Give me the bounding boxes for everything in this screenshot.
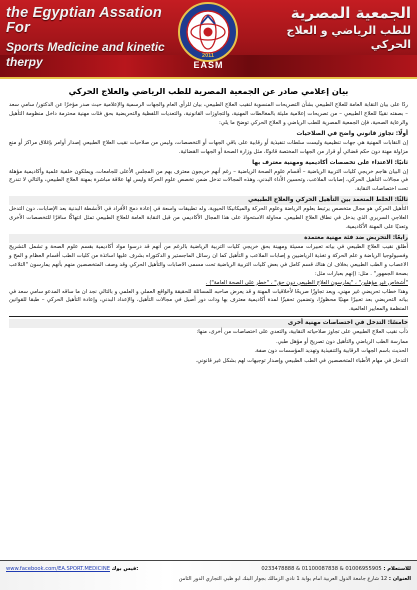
section-5-heading: خامسًا: التدخل في اختصاصات مهنية أخرى bbox=[9, 319, 408, 328]
section-3-body: التأهيل الحركي هو مجال متخصص يرتبط بعلوم الرياضة وعلوم الحركة والميكانيكا الحيوية، وله تطبيقات واسعة في إعادة دمج الأفراد في الأنشطة البدنية بعد الإصابات، دون التدخل العلاجي السريري الذي يدخل في نطاق العلاج الطبيعي. محاولة الاستحواذ على هذا المجال الأكاديمي من قبل النقابة العامة للعلاج الطبيعي تمثل انتهاكًا سافرًا للتخصصات الأخرى وتعديًا على المهنة الأكاديمية. bbox=[9, 206, 408, 231]
footer-address bbox=[179, 576, 411, 583]
footer-phone-numbers: 01006955905 & 01100087838 & 0233478888 bbox=[261, 566, 382, 572]
org-name-arabic-line1: الجمعية المصرية bbox=[290, 4, 411, 22]
section-divider bbox=[9, 316, 408, 317]
section-2-body: إن البيان هاجم خريجي كليات التربية الرياضية – أقسام علوم الصحة الرياضية – رغم أنهم خريجون معترف بهم من المجلس الأعلى للجامعات، ويملكون خلفية علمية وأكاديمية مؤهلة في مجالات التأهيل الحركي، إصابات الملاعب، وتحسين الأداء البدني، وهذه المجالات تدخل ضمن تخصص علوم الحركة وليس لها علاقة مباشرة بمهنة العلاج الطبيعي، والتالي لا تندرج تحت اختصاصات النقابة. bbox=[9, 168, 408, 193]
section-4-body: أطلق نقيب العلاج الطبيعي في بيانه تعبيرات مسيئة ومهينة بحق خريجي كليات التربية الرياضية بالرغم من أنهم قد درسوا مواد أكاديمية بقسم علوم الصحة و تشمل التشريح وفسيولوجيا الرياضة و علم الحركة و تغذية الرياضيين و إصابات الملاعب و التأهيل كما ان رسائل الماجستير و الدكتوراه بشرف عليها اساتذة من كليات الطب أقسام العظام و المخ و الاعصاب و الطب الطبيعي بخلاف ان هناك قسم كامل في بعض كليات التربية الرياضية تحت مسمى الاصابات والتأهيل الحركي وقد وصف المتخصصين منهم بأنهم يمارسون "التلاعب بصحة الجمهور" . مثل: (إنهم بعبارات مثل: bbox=[9, 243, 408, 277]
org-name-arabic bbox=[251, 4, 411, 52]
statement-intro: ردًا على بيان النقابة العامة للعلاج الطبيعي بشأن التصريحات المنسوبة لنقيب العلاج الطبيعي، بيان للرأي العام والجهات الرسمية والإعلامية حيث صدر مؤخرًا عن الدكتور/ سامي سعد – بصفته نقيبًا للعلاج الطبيعي – من تصريحات إعلامية مليئة بالمغالطات المهنية، والتجاوزات القانونية، والتعديات اللفظية والتحريضية بحق فئات مهنية محترمة داخل منظومة التأهيل والرعاية الصحية، فإن الجمعية المصرية للطب الرياضي و العلاج الحركي توضح ما يلي: bbox=[9, 102, 408, 126]
section-3-heading: ثالثًا: الخلط المتعمد بين التأهيل الحركي والعلاج الطبيعي bbox=[9, 196, 408, 205]
org-name-english-line2: Sports Medicine and kinetic therpy bbox=[6, 40, 165, 69]
logo-year: 2011 bbox=[202, 53, 214, 59]
letterhead-header bbox=[0, 0, 417, 75]
list-item: ممارسة الطب الرياضي والتأهيل دون تصريح أو مؤهل طبي. bbox=[275, 338, 408, 345]
statement-title: بيان إعلامي صادر عن الجمعية المصرية للطب الرياضي والعلاج الحركي bbox=[68, 86, 349, 96]
logo-acronym: EASM bbox=[193, 60, 224, 70]
footer-phones bbox=[261, 566, 411, 573]
footer-address-label: العنوان : bbox=[388, 576, 411, 582]
section-1-body: إن النقابات المهنية هي جهات تنظيمية وليست سلطات تنفيذية أو رقابية على باقي الجهات أو التخصصات، وليس من صلاحيات نقيب العلاج الطبيعي إصدار أوامر بإغلاق مراكز أو منع مزاولة مهنة دون حكم قضائي أو قرار من الجهات المختصة قانونًا، مثل وزارة الصحة أو الجهات القضائية. bbox=[9, 139, 408, 155]
section-2-heading: ثانيًا: الاعتداء على تخصصات أكاديمية ومهنية معترف بها bbox=[252, 159, 408, 166]
org-name-english bbox=[6, 6, 166, 70]
list-item: ذأب نقيب العلاج الطبيعي على تجاوز صلاحياته النقابية، والتعدي على اختصاصات من أخرى، منها: bbox=[196, 329, 408, 336]
section-5-list bbox=[9, 328, 408, 366]
footer-address-text: 12 شارع جامعة الدول العربية امام بوابة 1 نادي الزمالك بجوار البنك ابو ظبي التجاري الدور الثامن bbox=[178, 576, 388, 582]
org-name-arabic-line2: للطب الرياضي و العلاج الحركي bbox=[286, 24, 411, 51]
list-item: الحديث باسم الجهات الرقابية والتنفيذية وتهديد المؤسسات دون صفة. bbox=[254, 348, 408, 355]
footer-site-label: فيس بوك: bbox=[111, 566, 139, 572]
statement-body bbox=[9, 86, 408, 366]
facebook-link[interactable]: www.facebook.com/EA.SPORT.MEDICINE bbox=[6, 566, 110, 572]
easm-logo-icon bbox=[172, 2, 244, 68]
org-name-english-line1: the Egyptian Assation For bbox=[6, 5, 162, 36]
section-1-heading: أولًا: تجاوز قانوني واضح في الصلاحيات bbox=[296, 130, 408, 137]
section-4-body-after: وهذا خطاب تحريضي غير مهني، ويعد تجاوزًا صريحًا لأخلاقيات المهنة و قد يعرض صاحبه للمسائلة للحقيقة والواقع العملي و العلمي و بالتالي نجد ان ما ساقه المدعو سامي سعد في بيانه التحريضي بعد تعبيرًا مهنيًا محظورًا، وتضمين تحفيزًا لمدة أكاديمية معترف بها ودات دور أصيل في مجالات التأهيل، والإعداد البدني، وإعادة التأهيل الحركي – طبقا للقوانين المنظمة والمعايير العالمية. bbox=[9, 288, 408, 313]
list-item: التدخل في مهام الأطباء المتخصصين في الطب الطبيعي وإصدار توجيهات لهم بشكل غير قانوني. bbox=[195, 357, 408, 364]
letterhead-footer bbox=[0, 560, 417, 590]
section-4-heading: رابعًا: التحريض ضد فئة مهنية معتمدة bbox=[9, 234, 408, 243]
section-4-quote: "أشخاص غير مؤهلين" ، "يمارسون العلاج الطبيعي دون حق" ، "خطر على الصحة العامة") . bbox=[205, 279, 408, 286]
footer-website bbox=[6, 566, 138, 573]
footer-inquiries-label: للاستعلام : bbox=[383, 566, 411, 572]
